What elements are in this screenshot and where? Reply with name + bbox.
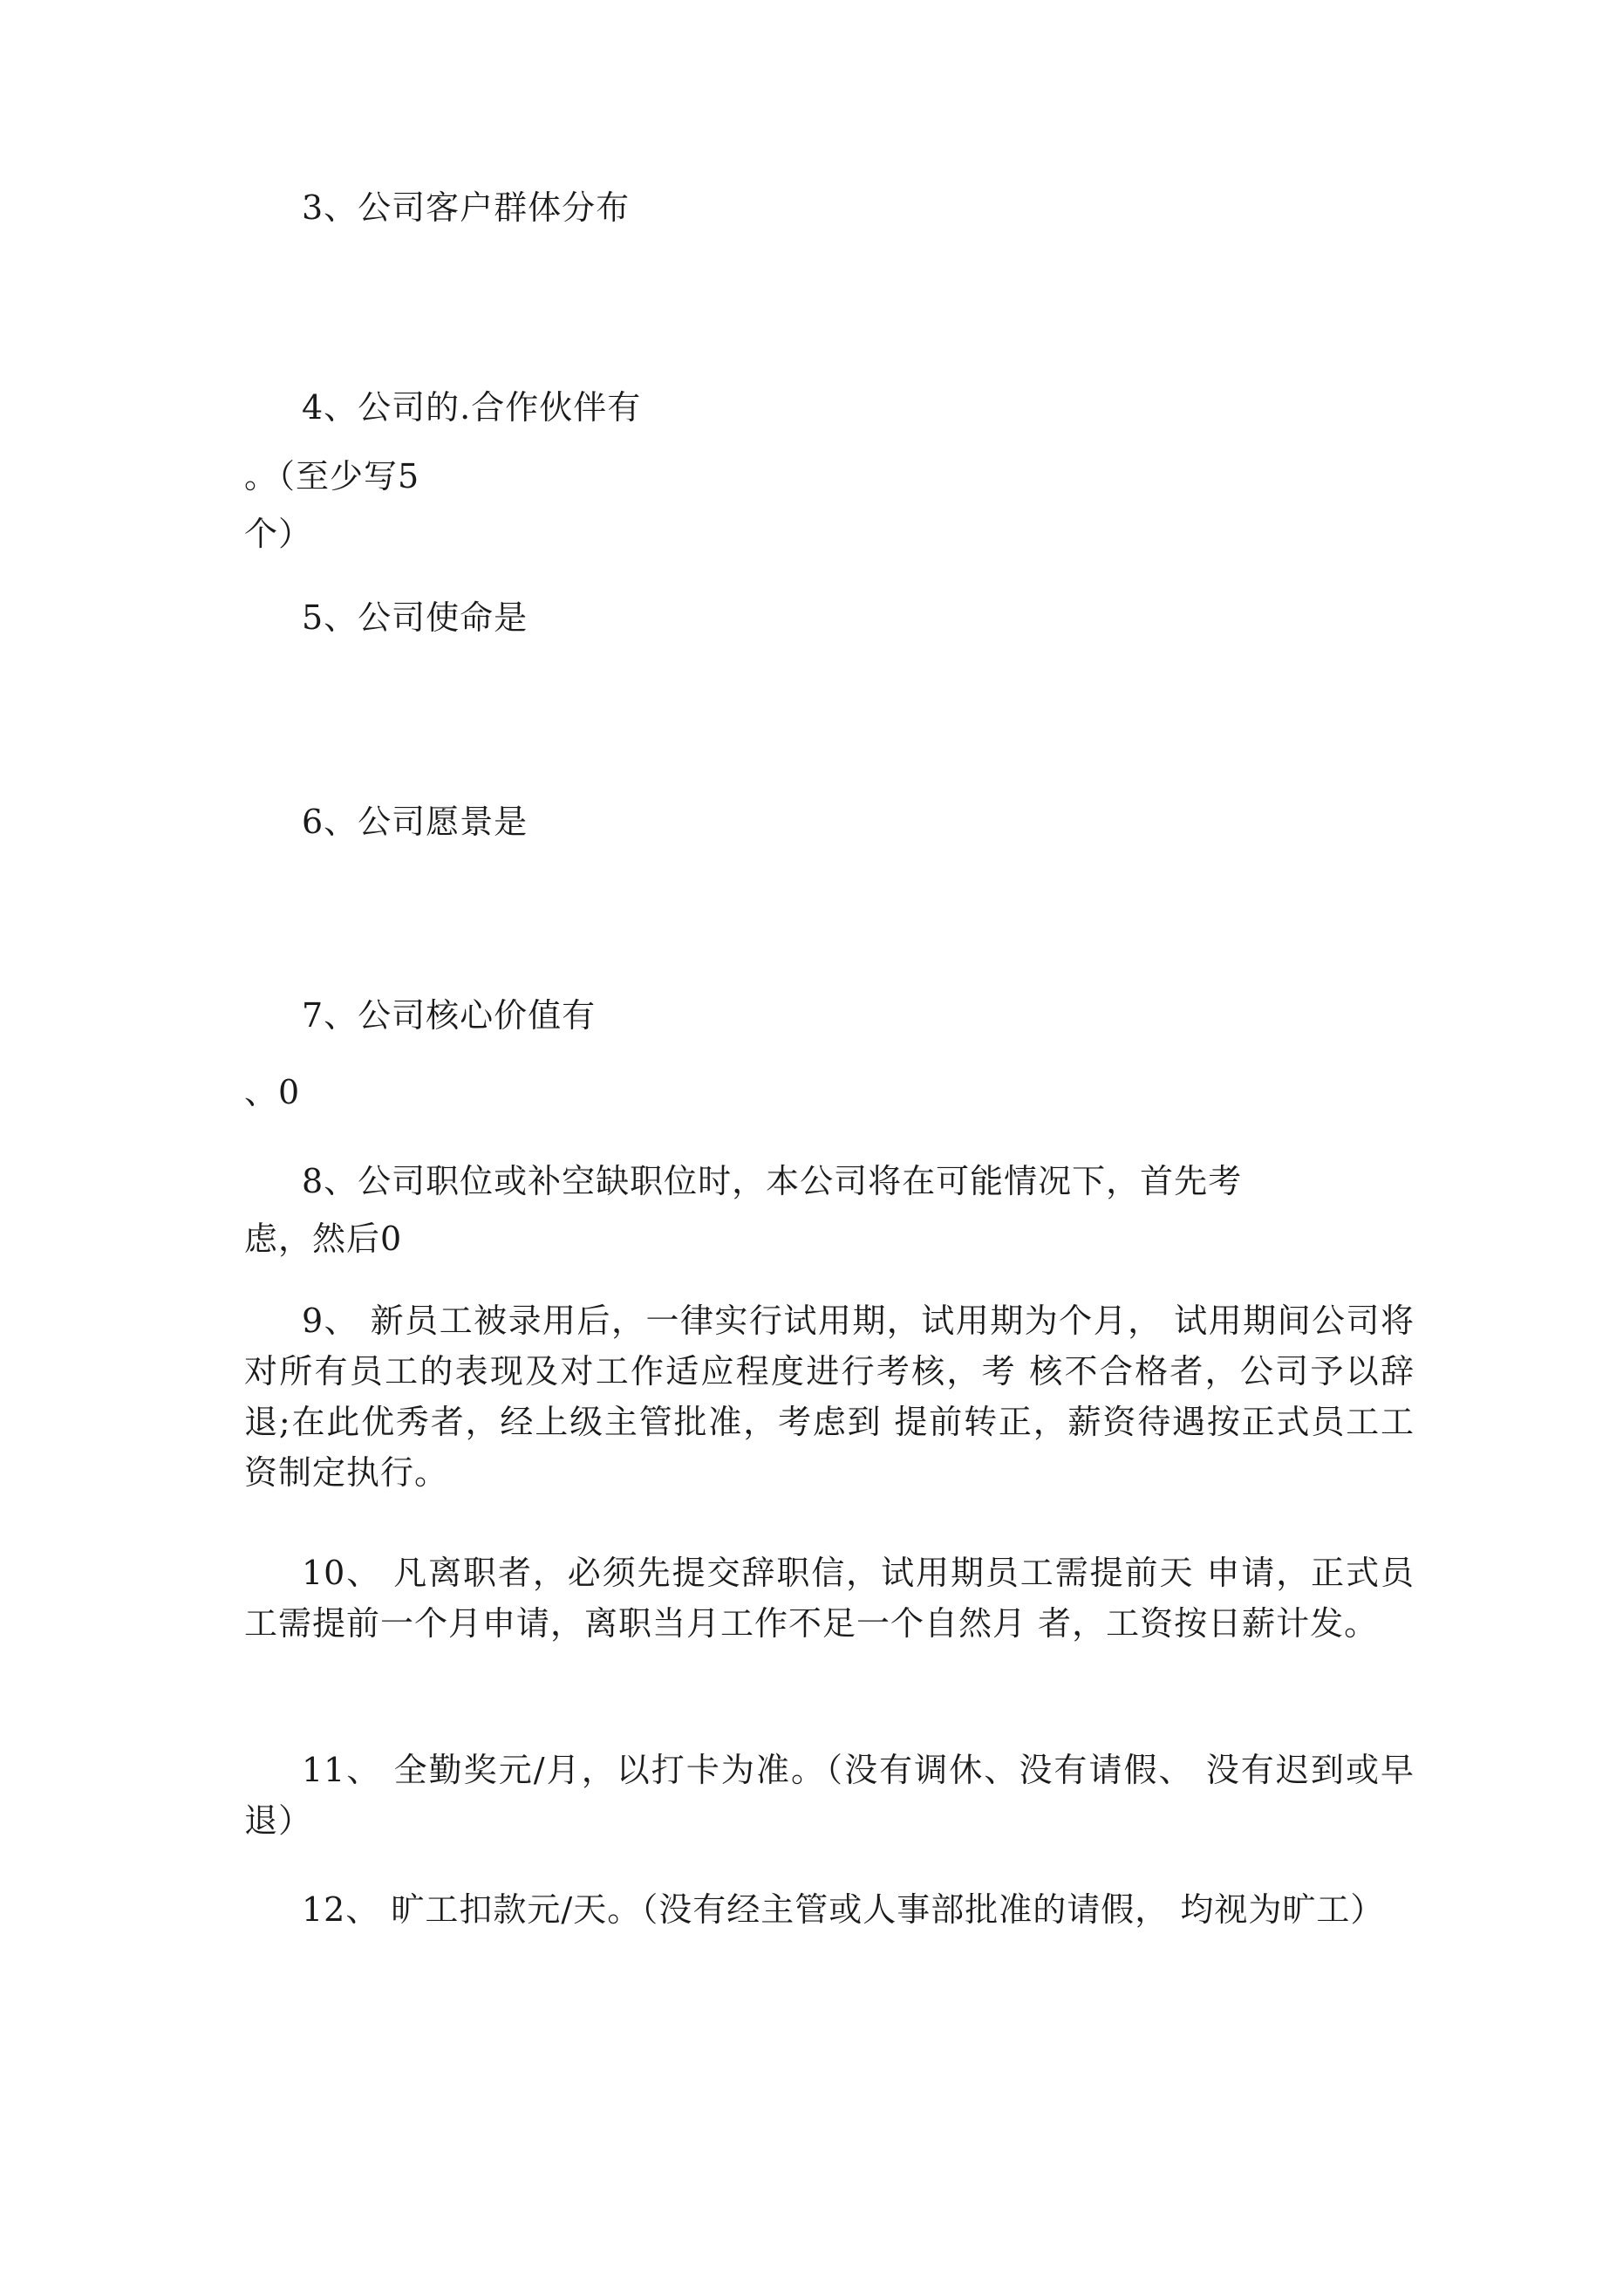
item-7-line-1: 7、公司核心价值有 (302, 996, 597, 1035)
item-11-paragraph: 11、 全勤奖元/月，以打卡为准。（没有调休、没有请假、 没有迟到或早退） (244, 1751, 1415, 1840)
item-4-line-3: 个） (244, 515, 313, 553)
item-4-line-1: 4、公司的.合作伙伴有 (302, 388, 642, 427)
item-7-line-2: 、0 (244, 1073, 301, 1111)
item-8-line-1: 8、公司职位或补空缺职位时，本公司将在可能情况下，首先考 (302, 1162, 1243, 1200)
item-6: 6、公司愿景是 (302, 803, 528, 841)
item-12-paragraph: 12、 旷工扣款元/天。（没有经主管或人事部批准的请假， 均视为旷工） (302, 1890, 1385, 1929)
item-8-line-2: 虑，然后0 (244, 1220, 403, 1258)
item-3: 3、公司客户群体分布 (302, 188, 631, 227)
item-10-paragraph: 10、 凡离职者，必须先提交辞职信，试用期员工需提前天 申请，正式员工需提前一个月申请，离职当月工作不足一个自然月 者，工资按日薪计发。 (244, 1554, 1415, 1643)
item-4-line-2: 。（至少写5 (244, 457, 420, 495)
item-9-paragraph: 9、 新员工被录用后，一律实行试用期，试用期为个月， 试用期间公司将对所有员工的表现及对工作适应程度进行考核，考 核不合格者，公司予以辞退;在此优秀者，经上级主管批准，考虑到 提前转正，薪资待遇按正式员工工资制定执行。 (244, 1302, 1415, 1492)
item-5: 5、公司使命是 (302, 598, 528, 637)
